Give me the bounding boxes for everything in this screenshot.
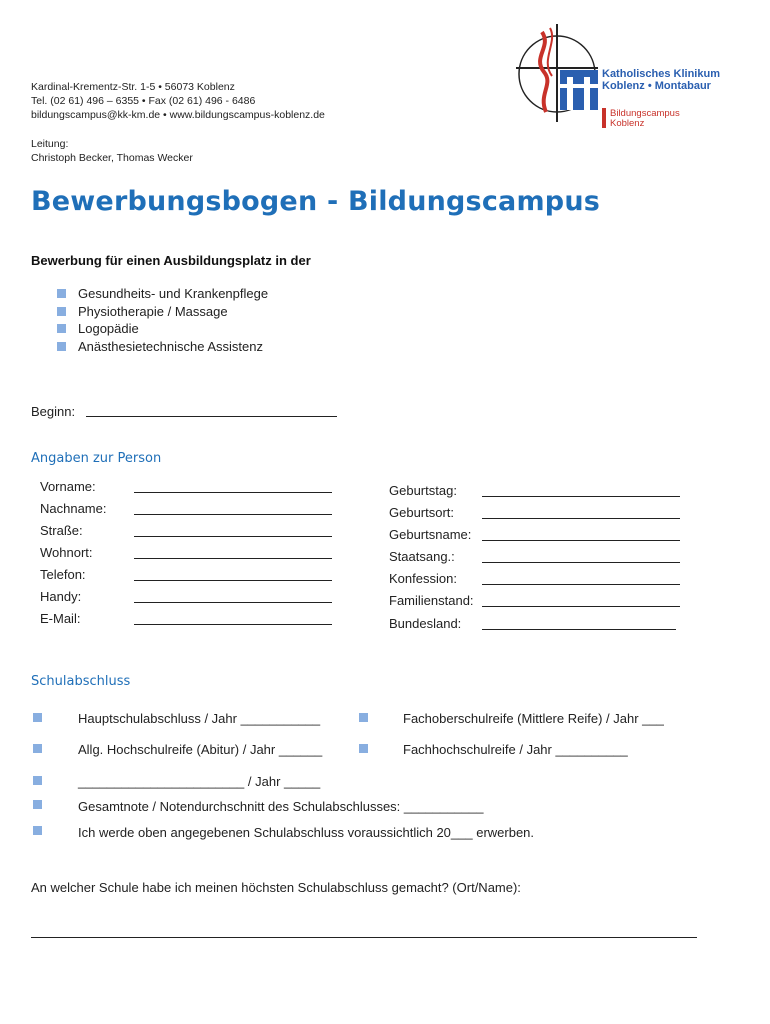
logo-emblem-icon <box>512 22 602 127</box>
checkbox-hauptschul[interactable] <box>33 713 42 722</box>
staatsang-field[interactable] <box>482 562 680 563</box>
phone-line: Tel. (02 61) 496 – 6355 • Fax (02 61) 496 - 6486 <box>31 95 256 107</box>
email-web-line: bildungscampus@kk-km.de • www.bildungscampus-koblenz.de <box>31 109 325 121</box>
logo <box>512 22 742 132</box>
checkbox-ata[interactable] <box>57 342 66 351</box>
field-label-wohnort: Wohnort: <box>40 545 93 560</box>
campus-name-line2: Koblenz <box>610 118 645 129</box>
field-label-bundesland: Bundesland: <box>389 616 462 631</box>
option-fachoberschul: Fachoberschulreife (Mittlere Reife) / Jahr ___ <box>403 711 664 726</box>
checkbox-physiotherapie[interactable] <box>57 307 66 316</box>
school-question: An welcher Schule habe ich meinen höchsten Schulabschluss gemacht? (Ort/Name): <box>31 880 521 895</box>
checkbox-abitur[interactable] <box>33 744 42 753</box>
strasse-field[interactable] <box>134 536 332 537</box>
checkbox-other[interactable] <box>33 776 42 785</box>
leitung-label: Leitung: <box>31 138 69 150</box>
school-answer-field[interactable] <box>31 937 697 938</box>
org-name-line2: Koblenz • Montabaur <box>602 80 711 92</box>
wohnort-field[interactable] <box>134 558 332 559</box>
checkbox-expected[interactable] <box>33 826 42 835</box>
field-label-handy: Handy: <box>40 589 82 604</box>
geburtsname-field[interactable] <box>482 540 680 541</box>
leitung-block <box>31 137 193 165</box>
field-label-geburtstag: Geburtstag: <box>389 483 457 498</box>
campus-marker <box>602 108 606 128</box>
address-block <box>31 80 325 122</box>
checkbox-logopaedie[interactable] <box>57 324 66 333</box>
option-hauptschul: Hauptschulabschluss / Jahr ___________ <box>78 711 321 726</box>
field-label-vorname: Vorname: <box>40 479 96 494</box>
email-field[interactable] <box>134 624 332 625</box>
geburtsort-field[interactable] <box>482 518 680 519</box>
field-label-nachname: Nachname: <box>40 501 107 516</box>
page-title: Bewerbungsbogen - Bildungscampus <box>31 186 601 217</box>
handy-field[interactable] <box>134 602 332 603</box>
vorname-field[interactable] <box>134 492 332 493</box>
familienstand-field[interactable] <box>482 606 680 607</box>
section-heading-school: Schulabschluss <box>31 674 131 689</box>
org-name-line1: Katholisches Klinikum <box>602 68 720 80</box>
field-label-email: E-Mail: <box>40 611 81 626</box>
field-label-staatsang: Staatsang.: <box>389 549 455 564</box>
option-abitur: Allg. Hochschulreife (Abitur) / Jahr ______ <box>78 742 323 757</box>
program-label: Physiotherapie / Massage <box>78 304 228 319</box>
section-heading-person: Angaben zur Person <box>31 451 162 466</box>
campus-name-line1: Bildungscampus <box>610 108 680 119</box>
field-label-konfession: Konfession: <box>389 571 457 586</box>
field-label-geburtsname: Geburtsname: <box>389 527 472 542</box>
beginn-field[interactable] <box>86 416 337 417</box>
field-label-familienstand: Familienstand: <box>389 593 474 608</box>
beginn-label: Beginn: <box>31 404 76 419</box>
program-label: Logopädie <box>78 321 139 336</box>
checkbox-fachhochschul[interactable] <box>359 744 368 753</box>
option-expected: Ich werde oben angegebenen Schulabschluss voraussichtlich 20___ erwerben. <box>78 825 535 840</box>
konfession-field[interactable] <box>482 584 680 585</box>
bundesland-field[interactable] <box>482 629 676 630</box>
intro-text: Bewerbung für einen Ausbildungsplatz in der <box>31 253 311 268</box>
checkbox-fachoberschul[interactable] <box>359 713 368 722</box>
field-label-geburtsort: Geburtsort: <box>389 505 455 520</box>
option-other: _______________________ / Jahr _____ <box>78 774 321 789</box>
option-fachhochschul: Fachhochschulreife / Jahr __________ <box>403 742 628 757</box>
checkbox-krankenpflege[interactable] <box>57 289 66 298</box>
field-label-strasse: Straße: <box>40 523 83 538</box>
field-label-telefon: Telefon: <box>40 567 86 582</box>
program-label: Gesundheits- und Krankenpflege <box>78 286 269 301</box>
geburtstag-field[interactable] <box>482 496 680 497</box>
nachname-field[interactable] <box>134 514 332 515</box>
program-label: Anästhesietechnische Assistenz <box>78 339 263 354</box>
address-line: Kardinal-Krementz-Str. 1-5 • 56073 Koblenz <box>31 81 235 93</box>
option-gesamtnote: Gesamtnote / Notendurchschnitt des Schulabschlusses: ___________ <box>78 799 484 814</box>
checkbox-gesamtnote[interactable] <box>33 800 42 809</box>
telefon-field[interactable] <box>134 580 332 581</box>
leitung-names: Christoph Becker, Thomas Wecker <box>31 152 193 164</box>
